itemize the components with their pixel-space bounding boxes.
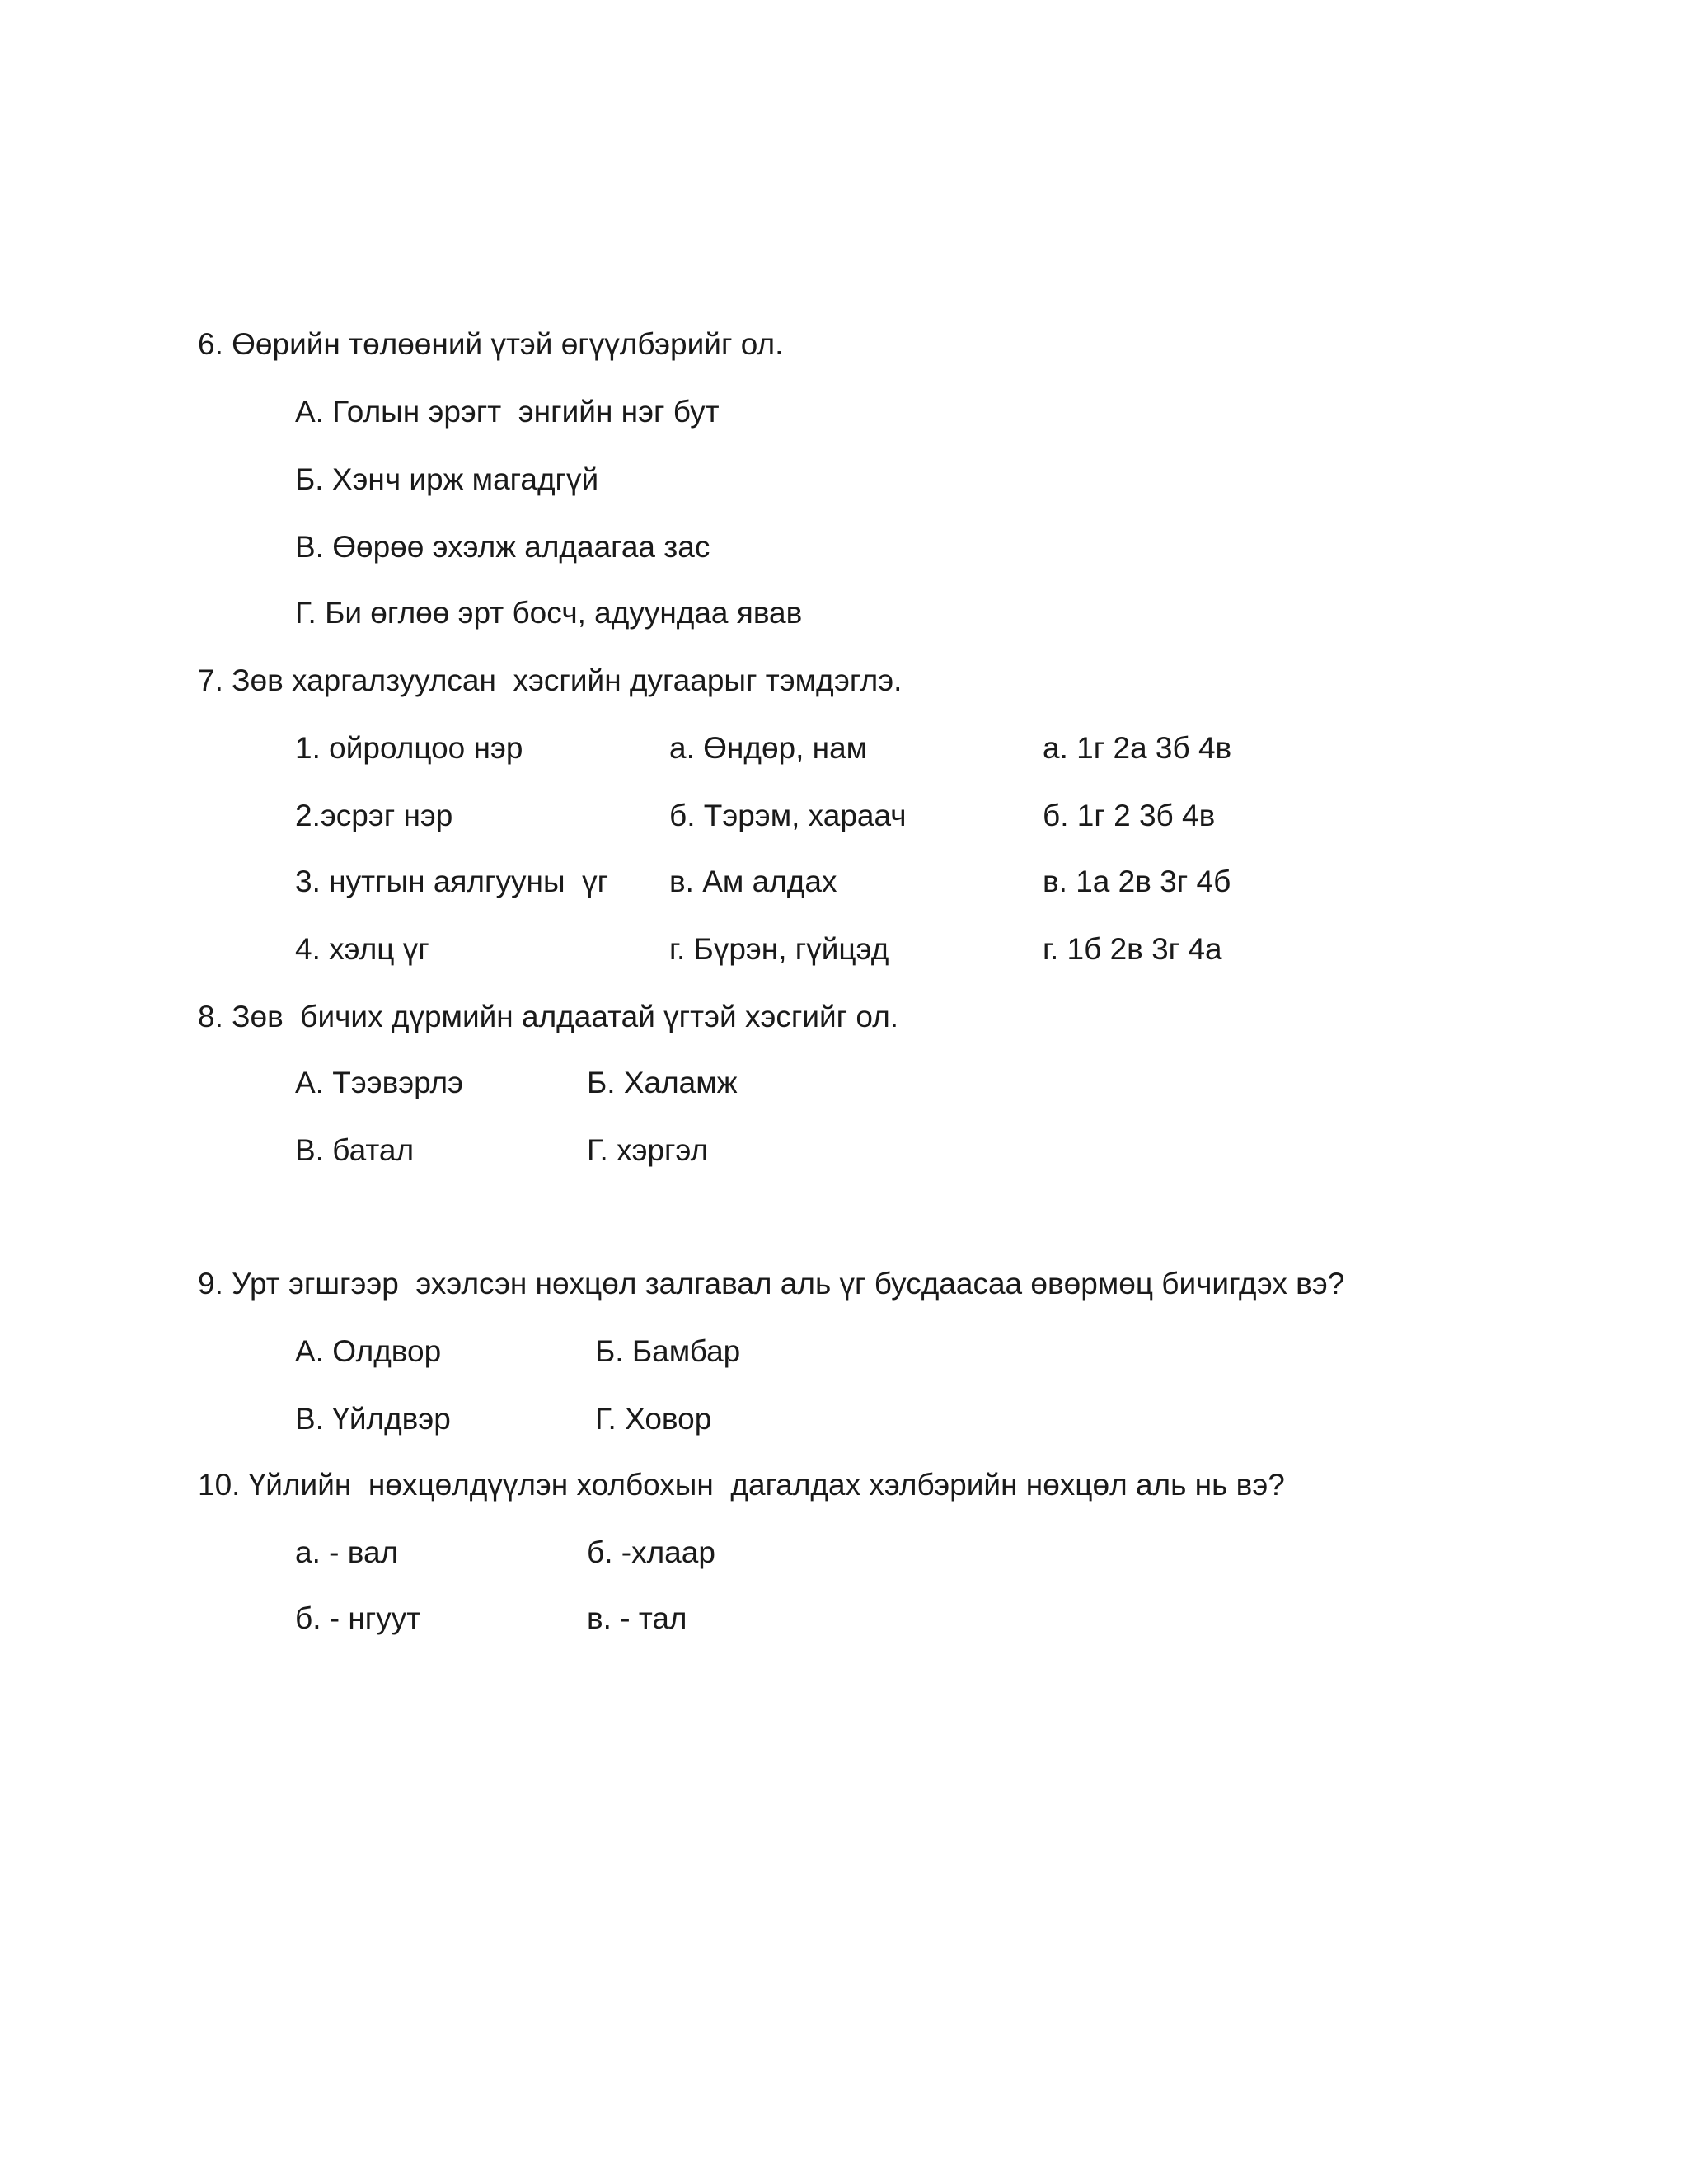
question-7-answer-v: в. 1а 2в 3г 4б	[1043, 865, 1231, 898]
question-7-text: 7. Зөв харгалзуулсан хэсгийн дугаарыг тэмдэглэ.	[198, 663, 903, 697]
question-8-option-a: А. Тээвэрлэ	[295, 1066, 463, 1099]
question-10-option-a: а. - вал	[295, 1535, 399, 1569]
question-7-example-g: г. Бүрэн, гүйцэд	[669, 932, 889, 966]
question-10-option-b-2: б. - нгуут	[295, 1601, 421, 1635]
question-7-term-1: 1. ойролцоо нэр	[295, 731, 523, 765]
question-10-text: 10. Үйлийн нөхцөлдүүлэн холбохын дагалдах хэлбэрийн нөхцөл аль нь вэ?	[198, 1468, 1285, 1502]
question-8-text: 8. Зөв бичих дүрмийн алдаатай үгтэй хэсгийг ол.	[198, 1000, 899, 1033]
question-8-option-b: Б. Халамж	[587, 1066, 738, 1099]
question-7-term-2: 2.эсрэг нэр	[295, 799, 453, 832]
question-7-example-b: б. Тэрэм, хараач	[669, 799, 907, 832]
question-6-option-a: А. Голын эрэгт энгийн нэг бут	[295, 395, 720, 429]
question-9-option-g: Г. Ховор	[595, 1402, 712, 1436]
question-10-option-v: в. - тал	[587, 1601, 687, 1635]
question-6-text: 6. Өөрийн төлөөний үтэй өгүүлбэрийг ол.	[198, 327, 784, 361]
question-8-option-g: Г. хэргэл	[587, 1133, 709, 1167]
question-6-option-b: Б. Хэнч ирж магадгүй	[295, 462, 599, 496]
question-9-option-a: А. Олдвор	[295, 1334, 442, 1368]
question-7-answer-b: б. 1г 2 3б 4в	[1043, 799, 1216, 832]
question-9-text: 9. Урт эгшгээр эхэлсэн нөхцөл залгавал аль үг бусдаасаа өвөрмөц бичигдэх вэ?	[198, 1267, 1345, 1301]
question-7-example-v: в. Ам алдах	[669, 865, 837, 898]
question-7-example-a: а. Өндөр, нам	[669, 731, 868, 765]
question-9-option-v: В. Үйлдвэр	[295, 1402, 451, 1436]
question-8-option-v: В. батал	[295, 1133, 415, 1167]
question-7-term-3: 3. нутгын аялгууны үг	[295, 865, 609, 898]
question-7-term-4: 4. хэлц үг	[295, 932, 429, 966]
question-7-answer-a: а. 1г 2а 3б 4в	[1043, 731, 1232, 765]
question-7-answer-g: г. 1б 2в 3г 4а	[1043, 932, 1222, 966]
question-9-option-b: Б. Бамбар	[595, 1334, 741, 1368]
question-6-option-g: Г. Би өглөө эрт босч, адуундаа явав	[295, 596, 803, 630]
question-6-option-v: В. Өөрөө эхэлж алдаагаа зас	[295, 530, 710, 564]
question-10-option-b: б. -хлаар	[587, 1535, 715, 1569]
